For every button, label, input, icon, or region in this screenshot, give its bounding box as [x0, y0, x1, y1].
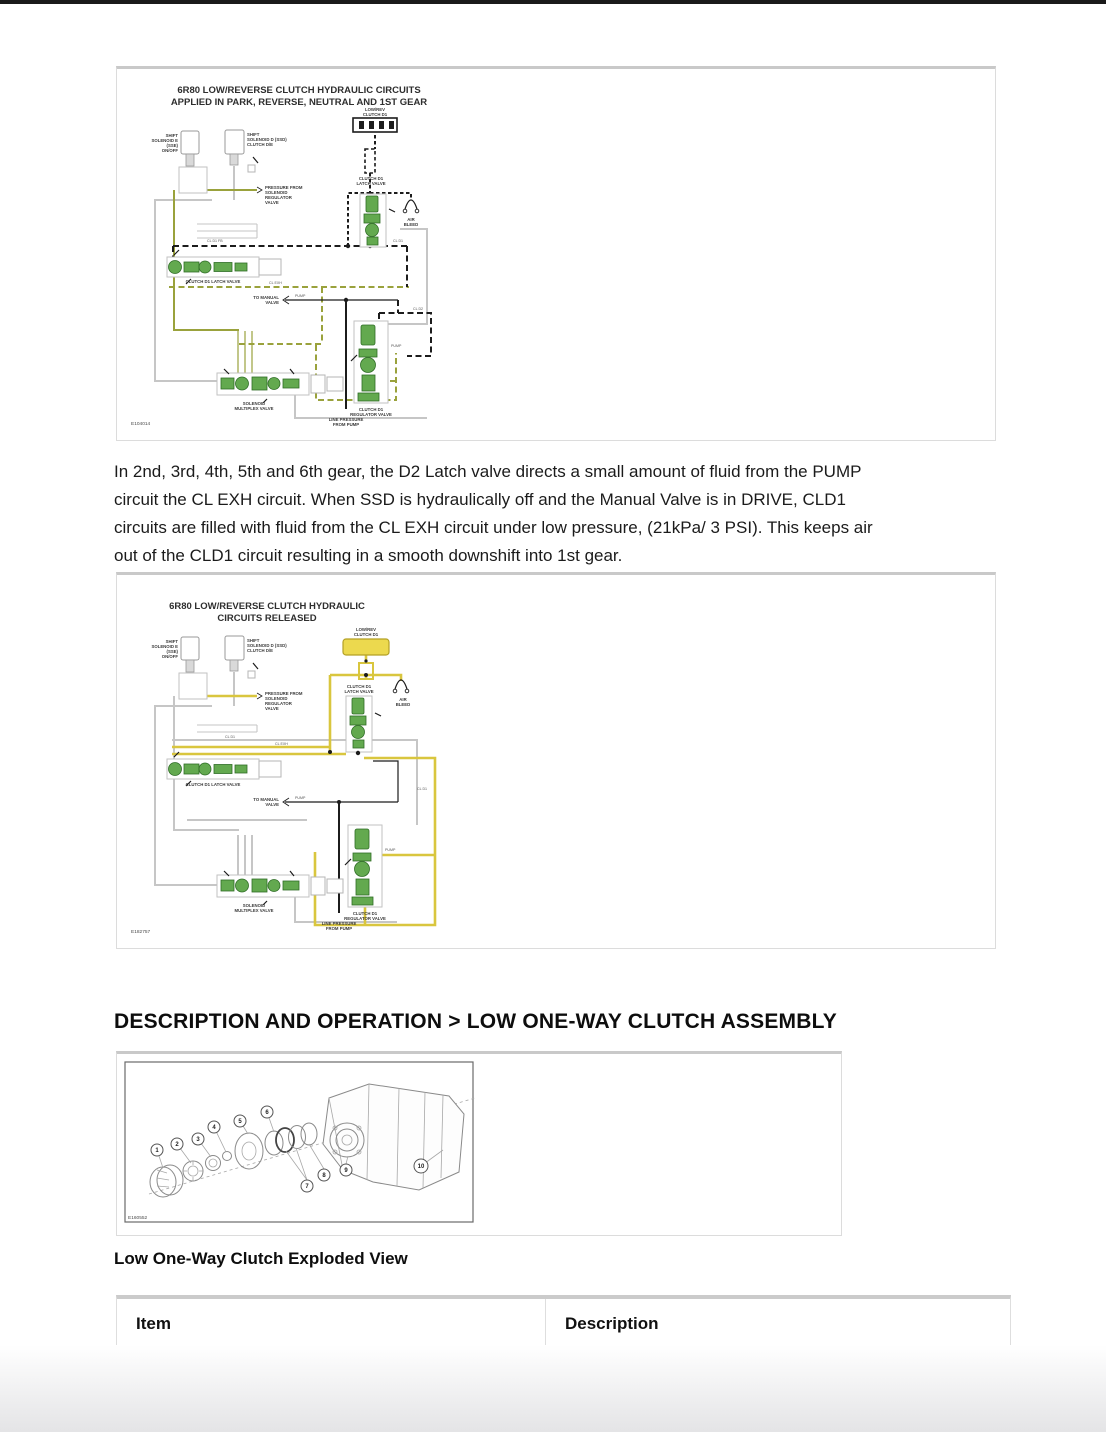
fig1-pressure-from-label [265, 185, 303, 205]
paragraph-line: circuit the CL EXH circuit. When SSD is hydraulically off and the Manual Valve is in DRIVE, CLD1 [114, 490, 846, 509]
figure-hydraulic-released [116, 572, 996, 949]
svg-text:CL D2: CL D2 [413, 307, 424, 311]
svg-text:CLUTCH D1: CLUTCH D1 [346, 684, 372, 689]
svg-text:SHIFT: SHIFT [247, 132, 260, 137]
svg-text:CLUTCH D1: CLUTCH D1 [352, 911, 378, 916]
exploded-view-caption: Low One-Way Clutch Exploded View [114, 1249, 408, 1268]
svg-text:CLUTCH D/E: CLUTCH D/E [247, 648, 274, 653]
fig2-shift-solenoid-d [225, 636, 287, 678]
svg-text:CLUTCH D1 LATCH VALVE: CLUTCH D1 LATCH VALVE [185, 782, 241, 787]
svg-text:SOLENOID E: SOLENOID E [151, 644, 178, 649]
svg-text:REGULATOR VALVE: REGULATOR VALVE [350, 412, 392, 417]
fig1-title-line1: 6R80 LOW/REVERSE CLUTCH HYDRAULIC CIRCUITS [177, 85, 421, 96]
table-header-item: Item [117, 1299, 546, 1349]
paragraph-line: In 2nd, 3rd, 4th, 5th and 6th gear, the D2 Latch valve directs a small amount of fluid from the PUMP [114, 462, 862, 481]
svg-text:BLEED: BLEED [395, 702, 411, 707]
svg-text:SOLENOID: SOLENOID [242, 903, 266, 908]
svg-text:ON/OFF: ON/OFF [161, 654, 178, 659]
svg-text:AIR: AIR [399, 697, 407, 702]
svg-text:LATCH VALVE: LATCH VALVE [356, 181, 386, 186]
svg-text:CL D1: CL D1 [417, 787, 428, 791]
svg-text:SOLENOID: SOLENOID [242, 401, 266, 406]
svg-text:SHIFT: SHIFT [165, 639, 178, 644]
svg-text:AIR: AIR [407, 217, 415, 222]
fig2-title-line1: 6R80 LOW/REVERSE CLUTCH HYDRAULIC [169, 601, 365, 612]
svg-text:CLUTCH D1: CLUTCH D1 [362, 112, 388, 117]
svg-text:TO MANUAL: TO MANUAL [253, 797, 279, 802]
svg-text:SOLENOID: SOLENOID [265, 696, 288, 701]
svg-text:LINE PRESSURE: LINE PRESSURE [321, 921, 357, 926]
svg-text:4: 4 [212, 1125, 216, 1132]
svg-text:2: 2 [175, 1142, 179, 1149]
svg-text:1: 1 [155, 1148, 159, 1155]
svg-text:CL D1: CL D1 [225, 735, 236, 739]
svg-text:(SSE): (SSE) [166, 143, 178, 148]
svg-text:REGULATOR: REGULATOR [265, 195, 292, 200]
svg-text:PUMP: PUMP [295, 796, 306, 800]
svg-text:PRESSURE FROM: PRESSURE FROM [265, 691, 303, 696]
svg-text:CLUTCH D/E: CLUTCH D/E [247, 142, 274, 147]
svg-text:MULTIPLEX VALVE: MULTIPLEX VALVE [234, 406, 274, 411]
body-paragraph [114, 458, 1004, 570]
svg-text:3: 3 [196, 1137, 200, 1144]
fig2-pressure-from-label [265, 691, 303, 711]
item-description-table [116, 1295, 1011, 1349]
svg-text:VALVE: VALVE [265, 802, 279, 807]
svg-text:TO MANUAL: TO MANUAL [253, 295, 279, 300]
paragraph-line: circuits are filled with fluid from the CL EXH circuit under low pressure, (21kPa/ 3 PSI). This keeps air [114, 518, 873, 537]
svg-text:CLUTCH D1: CLUTCH D1 [358, 407, 384, 412]
svg-text:9: 9 [344, 1168, 348, 1175]
svg-text:8: 8 [322, 1173, 326, 1180]
fig2-solenoid-multiplex-valve [217, 871, 343, 913]
fig2-title-line2: CIRCUITS RELEASED [217, 613, 317, 624]
fig3-figure-id: E160552 [128, 1216, 148, 1221]
svg-text:CL EXH: CL EXH [269, 281, 282, 285]
svg-text:SOLENOID: SOLENOID [265, 190, 288, 195]
page-top-strip [0, 0, 1106, 4]
svg-text:SOLENOID D (SSD): SOLENOID D (SSD) [247, 137, 287, 142]
svg-text:CLUTCH D1: CLUTCH D1 [358, 176, 384, 181]
svg-text:5: 5 [238, 1119, 242, 1126]
fig2-line-pressure-label [322, 921, 357, 931]
svg-text:SOLENOID E: SOLENOID E [151, 138, 178, 143]
fig2-clutch-d1-regulator-valve [344, 825, 396, 921]
svg-text:SHIFT: SHIFT [247, 638, 260, 643]
fig1-shift-solenoid-e [151, 131, 207, 193]
svg-text:10: 10 [417, 1164, 425, 1171]
fig1-shift-solenoid-d [225, 130, 287, 172]
svg-text:CL EXH: CL EXH [275, 742, 288, 746]
svg-text:LINE PRESSURE: LINE PRESSURE [328, 417, 364, 422]
svg-text:PRESSURE FROM: PRESSURE FROM [265, 185, 303, 190]
fig1-clutch-d1-latch-valve [356, 176, 395, 247]
fig1-title-line2: APPLIED IN PARK, REVERSE, NEUTRAL AND 1ST GEAR [170, 97, 428, 108]
fig1-left-latch-valve [167, 250, 281, 284]
exploded-view-drawing [117, 1054, 839, 1231]
svg-text:CLUTCH D1 LATCH VALVE: CLUTCH D1 LATCH VALVE [185, 279, 241, 284]
svg-text:PUMP: PUMP [295, 294, 306, 298]
svg-text:(SSE): (SSE) [166, 649, 178, 654]
svg-text:6: 6 [265, 1110, 269, 1117]
page-bottom-fade [0, 1345, 1106, 1432]
svg-text:VALVE: VALVE [265, 200, 279, 205]
svg-text:7: 7 [305, 1184, 309, 1191]
svg-text:LOW/REV: LOW/REV [364, 107, 386, 112]
section-heading: DESCRIPTION AND OPERATION > LOW ONE-WAY CLUTCH ASSEMBLY [114, 1010, 837, 1033]
svg-text:REGULATOR: REGULATOR [265, 701, 292, 706]
fig1-air-bleed [403, 200, 419, 227]
hydraulic-diagram-released [117, 575, 993, 944]
svg-text:FROM PUMP: FROM PUMP [332, 422, 360, 427]
svg-text:SHIFT: SHIFT [165, 133, 178, 138]
hydraulic-diagram-applied [117, 69, 993, 436]
fig2-left-latch-valve [167, 752, 281, 787]
fig2-clutch-d1-latch-valve [344, 684, 381, 755]
svg-text:CL D1: CL D1 [393, 239, 404, 243]
fig2-figure-id: E182757 [131, 930, 151, 935]
fig1-figure-id: E104014 [131, 422, 151, 427]
fig2-clutch-symbol [343, 627, 389, 655]
svg-text:PUMP: PUMP [391, 344, 402, 348]
paragraph-line: out of the CLD1 circuit resulting in a smooth downshift into 1st gear. [114, 546, 623, 565]
fig2-air-bleed [393, 680, 410, 707]
svg-text:SOLENOID D (SSD): SOLENOID D (SSD) [247, 643, 287, 648]
svg-text:REGULATOR VALVE: REGULATOR VALVE [344, 916, 386, 921]
svg-text:MULTIPLEX VALVE: MULTIPLEX VALVE [234, 908, 274, 913]
svg-text:LOW/REV: LOW/REV [355, 627, 377, 632]
figure-exploded-view [116, 1051, 842, 1236]
svg-text:LATCH VALVE: LATCH VALVE [344, 689, 374, 694]
fig1-clutch-symbol [353, 107, 397, 132]
svg-text:ON/OFF: ON/OFF [161, 148, 178, 153]
table-header-description: Description [565, 1314, 659, 1333]
svg-text:BLEED: BLEED [403, 222, 419, 227]
fig2-shift-solenoid-e [151, 637, 207, 699]
svg-text:CL D1 FB: CL D1 FB [207, 239, 223, 243]
figure-hydraulic-applied [116, 66, 996, 441]
fig1-line-pressure-label [329, 417, 364, 427]
svg-text:VALVE: VALVE [265, 706, 279, 711]
svg-text:FROM PUMP: FROM PUMP [325, 926, 353, 931]
svg-text:CLUTCH D1: CLUTCH D1 [353, 632, 379, 637]
fig1-solenoid-multiplex-valve [217, 369, 343, 411]
svg-text:VALVE: VALVE [265, 300, 279, 305]
fig1-clutch-d1-regulator-valve [350, 321, 402, 417]
svg-text:PUMP: PUMP [385, 848, 396, 852]
